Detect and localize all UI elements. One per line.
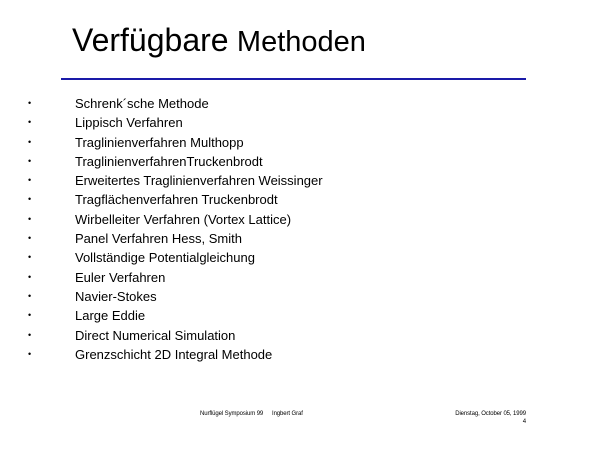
bullet-icon: • xyxy=(28,194,32,205)
list-item-text: Euler Verfahren xyxy=(75,269,166,285)
bullet-icon: • xyxy=(28,290,32,301)
list-item-text: Grenzschicht 2D Integral Methode xyxy=(75,346,273,362)
bullet-icon: • xyxy=(28,155,32,166)
bullet-icon: • xyxy=(28,271,32,282)
slide-title-part2: Methoden xyxy=(236,26,366,58)
bullet-icon: • xyxy=(28,310,32,321)
slide-title-part1: Verfügbare xyxy=(72,22,229,58)
bullet-icon: • xyxy=(28,136,32,147)
footer-author: Ingbert Graf xyxy=(272,411,303,417)
bullet-icon: • xyxy=(28,117,32,128)
list-item-text: Panel Verfahren Hess, Smith xyxy=(75,231,242,247)
list-item-text: TraglinienverfahrenTruckenbrodt xyxy=(75,153,263,169)
list-item-text: Tragflächenverfahren Truckenbrodt xyxy=(75,192,278,208)
list-item-text: Vollständige Potentialgleichung xyxy=(75,250,255,266)
title-underline xyxy=(61,78,526,80)
page-number: 4 xyxy=(522,419,526,425)
list-item-text: Lippisch Verfahren xyxy=(75,115,183,131)
list-item-text: Schrenk´sche Methode xyxy=(75,96,209,111)
list-item-text: Erweitertes Traglinienverfahren Weissinger xyxy=(75,173,323,189)
bullet-icon: • xyxy=(28,233,32,244)
slide-title xyxy=(72,18,366,64)
footer-event: Nurflügel Symposium 99 xyxy=(200,411,264,417)
footer-date-block xyxy=(430,410,526,426)
bullet-icon: • xyxy=(28,348,32,359)
bullet-icon: • xyxy=(28,252,32,263)
list-item-text: Traglinienverfahren Multhopp xyxy=(75,134,244,150)
list-item-text: Navier-Stokes xyxy=(75,288,157,304)
list-item-text: Wirbelleiter Verfahren (Vortex Lattice) xyxy=(75,211,292,227)
bullet-icon: • xyxy=(28,329,32,340)
bullet-icon: • xyxy=(28,213,32,224)
list-item-text: Large Eddie xyxy=(75,308,146,324)
bullet-icon: • xyxy=(28,98,32,108)
bullet-icon: • xyxy=(28,175,32,186)
list-item-text: Direct Numerical Simulation xyxy=(75,327,236,343)
footer-date: Dienstag, October 05, 1999 xyxy=(455,411,526,417)
